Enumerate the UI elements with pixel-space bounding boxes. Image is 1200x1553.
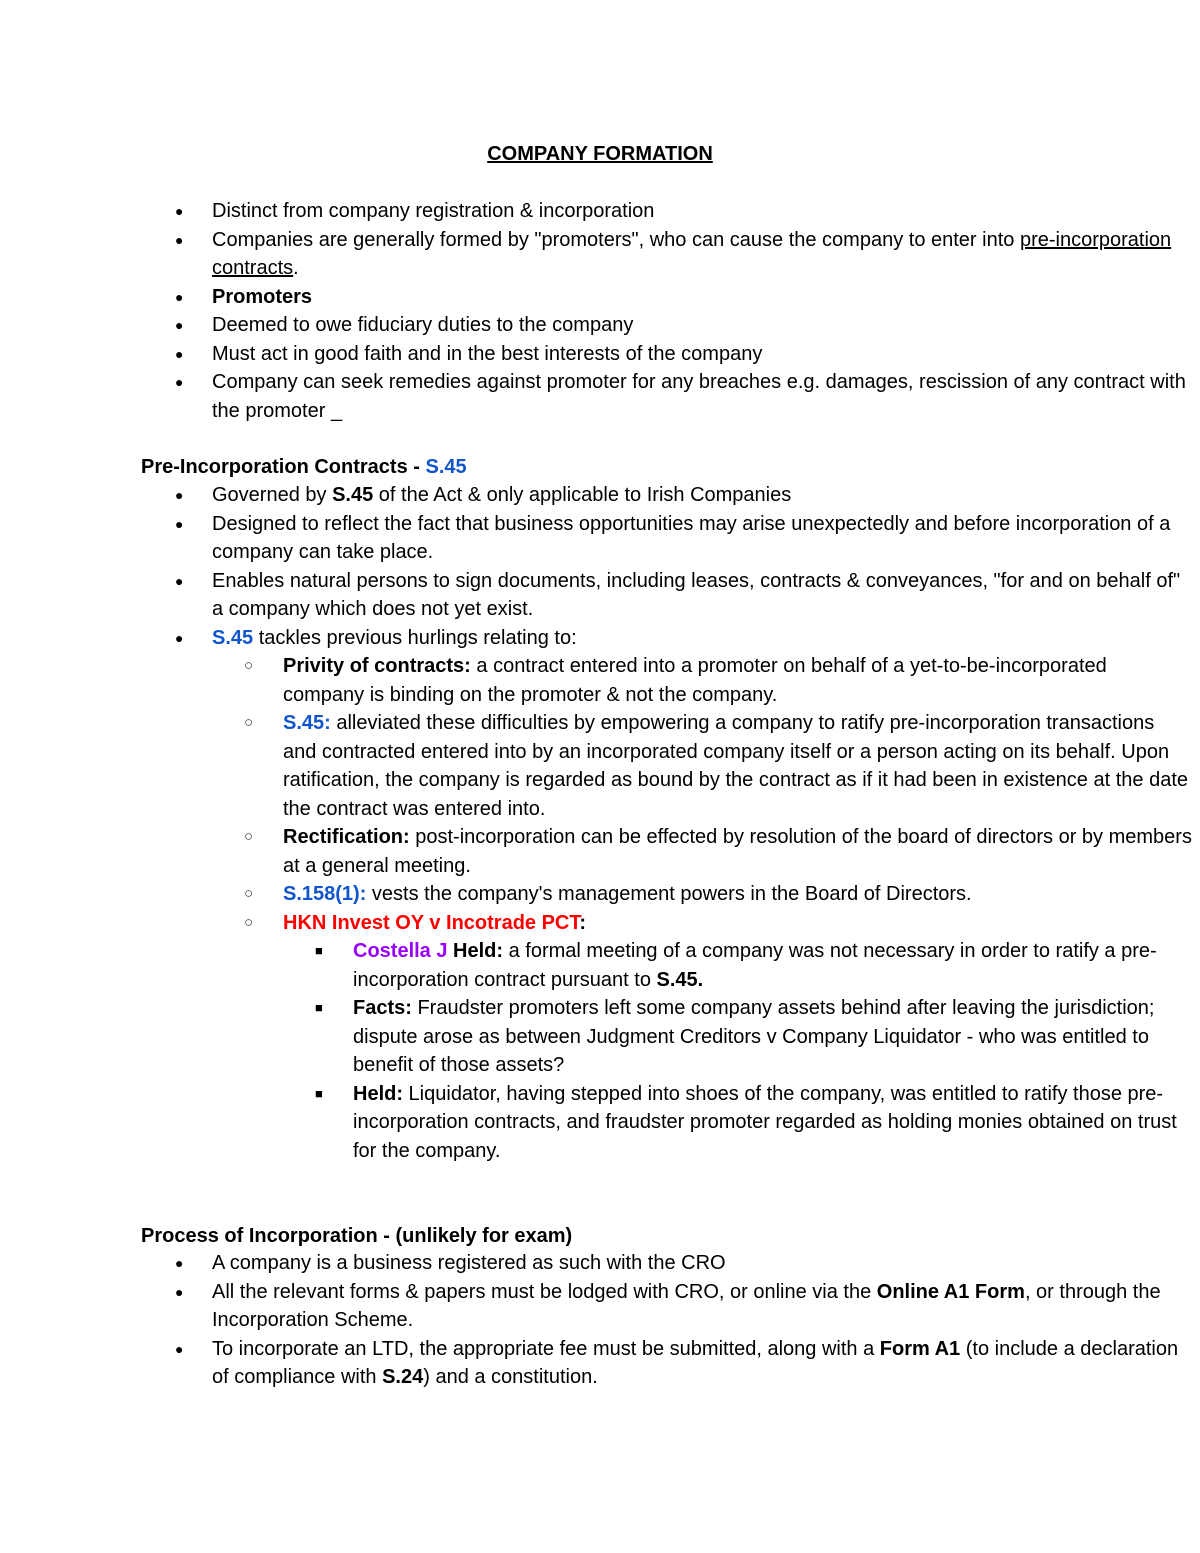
list-item: ● Governed by S.45 of the Act & only applicable to Irish Companies [141,481,1192,510]
list-item: ● A company is a business registered as such with the CRO [141,1249,1192,1278]
bullet-icon: ● [175,231,184,248]
list-item: ● Distinct from company registration & incorporation [141,197,1192,226]
list-item: ● Must act in good faith and in the best interests of the company [141,340,1192,369]
square-bullet-icon: ■ [315,1000,323,1015]
sub-sub-list-item: ■ Facts: Fraudster promoters left some company assets behind after leaving the jurisdiction; dispute arose as between Judgment Creditors v Company Liquidator - who was entitled to benefit of those assets? [141,994,1193,1080]
bullet-icon: ● [175,1340,184,1357]
intro-list [141,197,1192,425]
bullet-icon: ● [175,1283,184,1300]
hollow-bullet-icon: ○ [244,714,254,731]
hollow-bullet-icon: ○ [244,885,254,902]
sub-sub-list-item: ■ Costella J Held: a formal meeting of a company was not necessary in order to ratify a pre-incorporation contract pursuant to S.45. [141,937,1193,994]
list-item: ● Promoters [141,283,1192,312]
bullet-icon: ● [175,345,184,362]
bullet-icon: ● [175,515,184,532]
sub-list-item: ○ Privity of contracts: a contract entered into a promoter on behalf of a yet-to-be-incorporated company is binding on the promoter & not the company. [141,652,1193,709]
pre-incorporation-list [141,481,1193,1165]
list-item: ● Designed to reflect the fact that business opportunities may arise unexpectedly and before incorporation of a company can take place. [141,510,1192,567]
process-list [141,1249,1192,1392]
hollow-bullet-icon: ○ [244,657,254,674]
list-item: ● Companies are generally formed by "promoters", who can cause the company to enter into pre-incorporation contracts. [141,226,1192,283]
square-bullet-icon: ■ [315,943,323,958]
bullet-icon: ● [175,288,184,305]
bullet-icon: ● [175,374,184,390]
bullet-icon: ● [175,572,184,589]
sub-list-item: ○ HKN Invest OY v Incotrade PCT: [141,909,1193,938]
sub-list-item: ○ Rectification: post-incorporation can be effected by resolution of the board of directors or by members at a general meeting. [141,823,1193,880]
sub-list-item: ○ S.45: alleviated these difficulties by empowering a company to ratify pre-incorporation transactions and contracted entered into by an incorporated company itself or a person acting on its behalf. Upon ratification, the company is regarded as bound by the contract as if it had been in existence at the date the contract was entered into. [141,709,1193,823]
bullet-icon: ● [175,1255,184,1271]
pre-incorporation-link[interactable]: pre-incorporation contracts [212,228,1172,279]
list-item: ● S.45 tackles previous hurlings relating to: [141,624,1192,653]
list-item: ● To incorporate an LTD, the appropriate fee must be submitted, along with a Form A1 (to include a declaration of compliance with S.24) and a constitution. [141,1335,1192,1392]
bullet-icon: ● [175,487,184,503]
square-bullet-icon: ■ [315,1085,323,1101]
list-item: ● Deemed to owe fiduciary duties to the company [141,311,1192,340]
list-item: ● Company can seek remedies against promoter for any breaches e.g. damages, rescission of any contract with the promoter _ [141,368,1192,425]
sub-sub-list-item: ■ Held: Liquidator, having stepped into shoes of the company, was entitled to ratify those pre-incorporation contracts, and fraudster promoter regarded as holding monies obtained on trust for the company. [141,1080,1193,1166]
page-title: COMPANY FORMATION [487,143,713,165]
hollow-bullet-icon: ○ [244,828,254,845]
bullet-icon: ● [175,629,184,646]
hollow-bullet-icon: ○ [244,913,254,931]
sub-list-item: ○ S.158(1): vests the company's management powers in the Board of Directors. [141,880,1193,909]
bullet-icon: ● [175,203,184,219]
list-item: ● Enables natural persons to sign documents, including leases, contracts & conveyances, "for and on behalf of" a company which does not yet exist. [141,567,1192,624]
bullet-icon: ● [175,317,184,333]
section-heading-process: Process of Incorporation - (unlikely for exam) [141,1225,573,1247]
section-heading-pre-incorporation: Pre-Incorporation Contracts - S.45 [141,456,467,478]
list-item: ● All the relevant forms & papers must be lodged with CRO, or online via the Online A1 Form, or through the Incorporation Scheme. [141,1278,1192,1335]
